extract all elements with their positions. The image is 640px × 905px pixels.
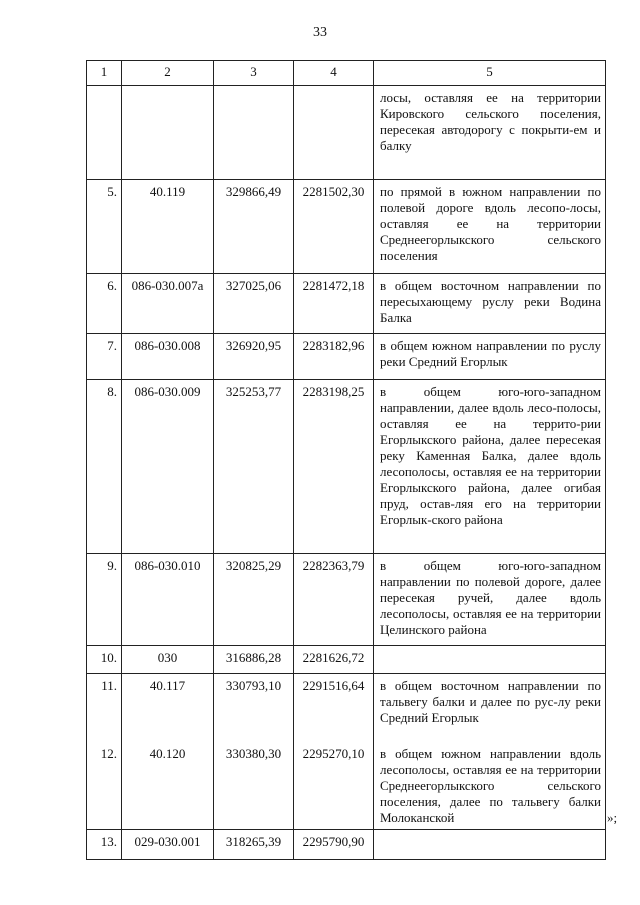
header-cell: 3 [214, 61, 294, 86]
page-number: 33 [313, 25, 327, 40]
coord-y: 2281472,18 [294, 274, 374, 334]
point-id: 086-030.008 [122, 334, 214, 380]
boundary-points-table [86, 60, 606, 860]
table-row [87, 830, 606, 860]
closing-quote-mark: »; [607, 810, 618, 825]
coord-y: 2283182,96 [294, 334, 374, 380]
coord-x: 330793,10 [214, 674, 294, 732]
point-id: 029-030.001 [122, 830, 214, 860]
point-id: 030 [122, 646, 214, 674]
coord-y: 2283198,25 [294, 380, 374, 554]
coord-x: 326920,95 [214, 334, 294, 380]
table-row [87, 554, 606, 646]
header-cell: 1 [87, 61, 122, 86]
direction-description: в общем юго-юго-западном направлении, далее вдоль лесо-полосы, оставляя ее на террито-рии Егорлыкского района, далее пересекая реку Каменная Балка, далее вдоль лесополосы, оставляя ее на территории Егорлыкского района, далее огибая пруд, остав-ляя его на территории Егорлык-ского района [374, 380, 606, 554]
direction-description: в общем южном направлении вдоль лесополосы, оставляя ее на территории Среднеегорлыкского сельского поселения, далее по тальвегу балки Молоканской [374, 732, 606, 830]
table-row [87, 334, 606, 380]
point-id: 40.117 [122, 674, 214, 732]
direction-description: в общем юго-юго-западном направлении по полевой дороге, далее пересекая ручей, далее вдоль лесополосы, оставляя ее на территории Целинского района [374, 554, 606, 646]
table-header-row [87, 61, 606, 86]
row-number: 11. [87, 674, 122, 732]
continuation-row [87, 86, 606, 180]
point-id: 086-030.007а [122, 274, 214, 334]
table-row [87, 646, 606, 674]
point-id: 086-030.010 [122, 554, 214, 646]
continuation-text: лосы, оставляя ее на территории Кировского сельского поселения, пересекая автодорогу с покрыти-ем и балку [374, 86, 606, 180]
header-cell: 5 [374, 61, 606, 86]
coord-y: 2281626,72 [294, 646, 374, 674]
coord-x: 327025,06 [214, 274, 294, 334]
point-id: 40.119 [122, 180, 214, 274]
direction-description [374, 646, 606, 674]
row-number: 5. [87, 180, 122, 274]
direction-description: в общем восточном направлении по пересыхающему руслу реки Водина Балка [374, 274, 606, 334]
coord-x: 320825,29 [214, 554, 294, 646]
table-row [87, 180, 606, 274]
row-number: 13. [87, 830, 122, 860]
row-number: 12. [87, 732, 122, 830]
coord-y: 2295790,90 [294, 830, 374, 860]
row-number: 9. [87, 554, 122, 646]
coord-y: 2295270,10 [294, 732, 374, 830]
coord-y: 2282363,79 [294, 554, 374, 646]
coord-x: 316886,28 [214, 646, 294, 674]
coord-x: 330380,30 [214, 732, 294, 830]
row-number: 8. [87, 380, 122, 554]
header-cell: 4 [294, 61, 374, 86]
direction-description [374, 830, 606, 860]
row-number: 10. [87, 646, 122, 674]
coord-x: 329866,49 [214, 180, 294, 274]
direction-description: по прямой в южном направлении по полевой дороге вдоль лесопо-лосы, оставляя ее на территории Среднеегорлыкского сельского поселения [374, 180, 606, 274]
row-number: 6. [87, 274, 122, 334]
point-id: 086-030.009 [122, 380, 214, 554]
direction-description: в общем восточном направлении по тальвегу балки и далее по рус-лу реки Средний Егорлык [374, 674, 606, 732]
table-row [87, 274, 606, 334]
coord-x: 325253,77 [214, 380, 294, 554]
table-row [87, 674, 606, 732]
coord-y: 2281502,30 [294, 180, 374, 274]
row-number: 7. [87, 334, 122, 380]
coord-y: 2291516,64 [294, 674, 374, 732]
table-row [87, 732, 606, 830]
direction-description: в общем южном направлении по руслу реки Средний Егорлык [374, 334, 606, 380]
table-row [87, 380, 606, 554]
header-cell: 2 [122, 61, 214, 86]
point-id: 40.120 [122, 732, 214, 830]
coord-x: 318265,39 [214, 830, 294, 860]
